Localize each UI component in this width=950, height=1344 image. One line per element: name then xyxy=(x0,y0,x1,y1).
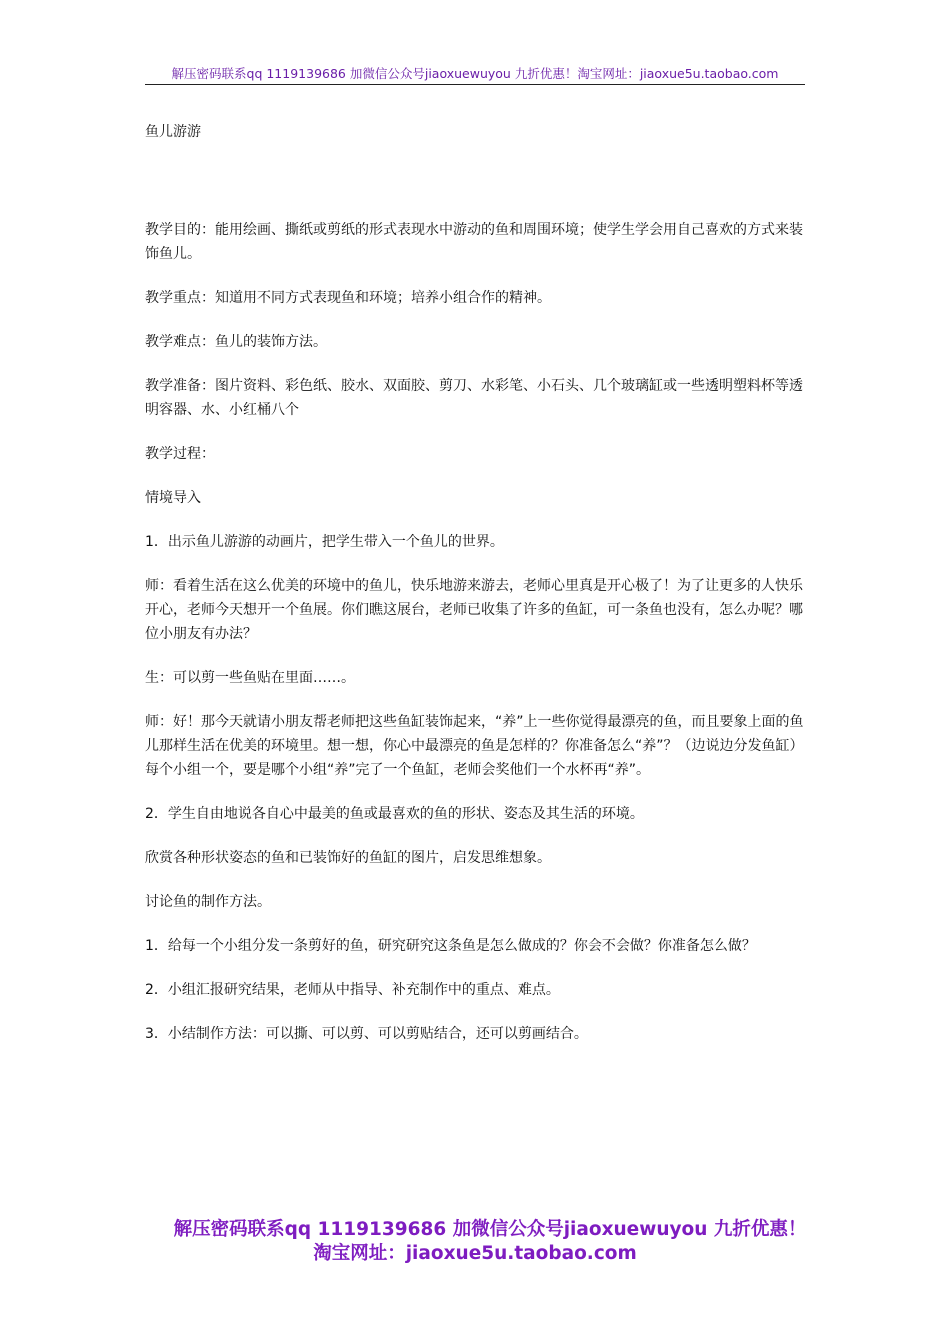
paragraph-objectives: 教学目的：能用绘画、撕纸或剪纸的形式表现水中游动的鱼和周围环境；使学生学会用自己喜欢的方式来装饰鱼儿。 xyxy=(145,222,803,262)
paragraph-process-heading: 教学过程： xyxy=(145,446,215,462)
header-promo-text: 解压密码联系qq 1119139686 加微信公众号jiaoxuewuyou 九折优惠！淘宝网址：jiaoxue5u.taobao.com xyxy=(171,66,779,81)
paragraph-discuss: 讨论鱼的制作方法。 xyxy=(145,894,271,910)
paragraph-method-1: 1．给每一个小组分发一条剪好的鱼，研究研究这条鱼是怎么做成的？你会不会做？你准备怎么做？ xyxy=(145,938,756,954)
paragraph-difficulties: 教学难点：鱼儿的装饰方法。 xyxy=(145,334,327,350)
paragraph-teacher-2: 师：好！那今天就请小朋友帮老师把这些鱼缸装饰起来，“养”上一些你觉得最漂亮的鱼，而且要象上面的鱼儿那样生活在优美的环境里。想一想，你心中最漂亮的鱼是怎样的？你准备怎么“养”？（边说边分发鱼缸）每个小组一个，要是哪个小组“养”完了一个鱼缸，老师会奖他们一个水杯再“养”。 xyxy=(145,714,804,778)
document-body xyxy=(145,120,810,1066)
footer-line-1: 解压密码联系qq 1119139686 加微信公众号jiaoxuewuyou 九折优惠！ xyxy=(173,1219,807,1240)
paragraph-appreciate: 欣赏各种形状姿态的鱼和已装饰好的鱼缸的图片，启发思维想象。 xyxy=(145,850,551,866)
page-header xyxy=(145,66,805,85)
document-title: 鱼儿游游 xyxy=(145,124,201,140)
paragraph-intro-heading: 情境导入 xyxy=(145,490,201,506)
paragraph-step-2: 2．学生自由地说各自心中最美的鱼或最喜欢的鱼的形状、姿态及其生活的环境。 xyxy=(145,806,644,822)
paragraph-method-2: 2．小组汇报研究结果，老师从中指导、补充制作中的重点、难点。 xyxy=(145,982,560,998)
page-footer xyxy=(0,1218,950,1266)
paragraph-method-3: 3．小结制作方法：可以撕、可以剪、可以剪贴结合，还可以剪画结合。 xyxy=(145,1026,588,1042)
footer-line-2: 淘宝网址：jiaoxue5u.taobao.com xyxy=(313,1243,637,1264)
paragraph-preparation: 教学准备：图片资料、彩色纸、胶水、双面胶、剪刀、水彩笔、小石头、几个玻璃缸或一些透明塑料杯等透明容器、水、小红桶八个 xyxy=(145,378,803,418)
paragraph-step-1: 1．出示鱼儿游游的动画片，把学生带入一个鱼儿的世界。 xyxy=(145,534,504,550)
paragraph-teacher-1: 师：看着生活在这么优美的环境中的鱼儿，快乐地游来游去，老师心里真是开心极了！为了让更多的人快乐开心，老师今天想开一个鱼展。你们瞧这展台，老师已收集了许多的鱼缸，可一条鱼也没有，怎么办呢？哪位小朋友有办法？ xyxy=(145,578,803,642)
paragraph-student-1: 生：可以剪一些鱼贴在里面……。 xyxy=(145,670,355,686)
paragraph-key-points: 教学重点：知道用不同方式表现鱼和环境；培养小组合作的精神。 xyxy=(145,290,551,306)
